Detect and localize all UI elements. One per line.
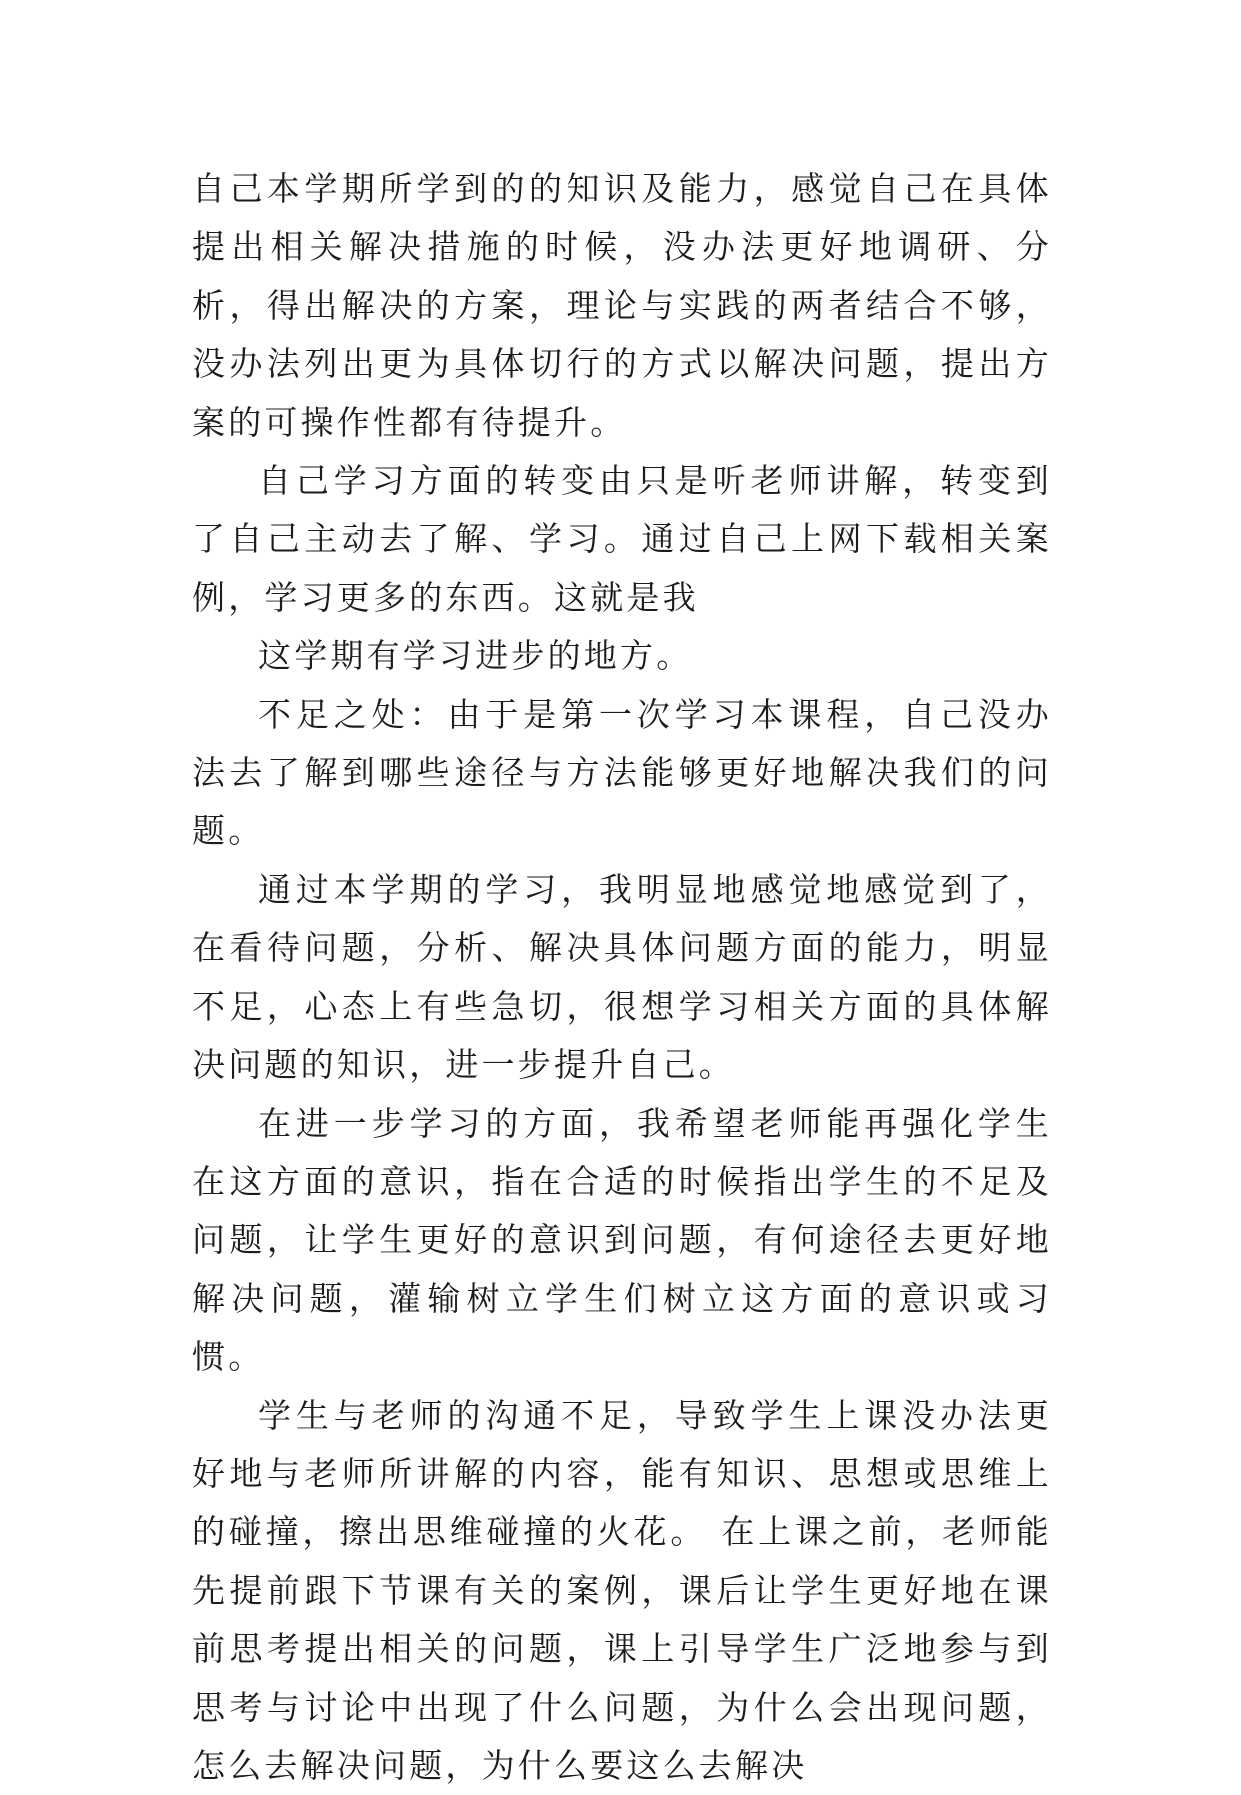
paragraph: 自己本学期所学到的的知识及能力，感觉自己在具体提出相关解决措施的时候，没办法更好地调研、分析，得出解决的方案，理论与实践的两者结合不够，没办法列出更为具体切行的方式以解决问题，提出方案的可操作性都有待提升。 bbox=[192, 169, 1052, 442]
paragraph: 学生与老师的沟通不足，导致学生上课没办法更好地与老师所讲解的内容，能有知识、思想或思维上的碰撞，擦出思维碰撞的火花。 在上课之前，老师能先提前跟下节课有关的案例，课后让学生更好地在课前思考提出相关的问题，课上引导学生广泛地参与到思考与讨论中出现了什么问题，为什么会出现问题，怎么去解决问题，为什么要这么去解决 bbox=[192, 1395, 1052, 1785]
paragraph: 在进一步学习的方面，我希望老师能再强化学生在这方面的意识，指在合适的时候指出学生的不足及问题，让学生更好的意识到问题，有何途径去更好地解决问题，灌输树立学生们树立这方面的意识或习惯。 bbox=[192, 1103, 1052, 1377]
paragraph: 这学期有学习进步的地方。 bbox=[258, 636, 693, 676]
paragraph: 不足之处：由于是第一次学习本课程，自己没办法去了解到哪些途径与方法能够更好地解决我们的问题。 bbox=[192, 694, 1052, 851]
paragraph: 自己学习方面的转变由只是听老师讲解，转变到了自己主动去了解、学习。通过自己上网下载相关案例，学习更多的东西。这就是我 bbox=[192, 461, 1052, 617]
document-body bbox=[192, 160, 1052, 1795]
paragraph: 通过本学期的学习，我明显地感觉地感觉到了，在看待问题，分析、解决具体问题方面的能力，明显不足，心态上有些急切，很想学习相关方面的具体解决问题的知识，进一步提升自己。 bbox=[192, 869, 1052, 1085]
